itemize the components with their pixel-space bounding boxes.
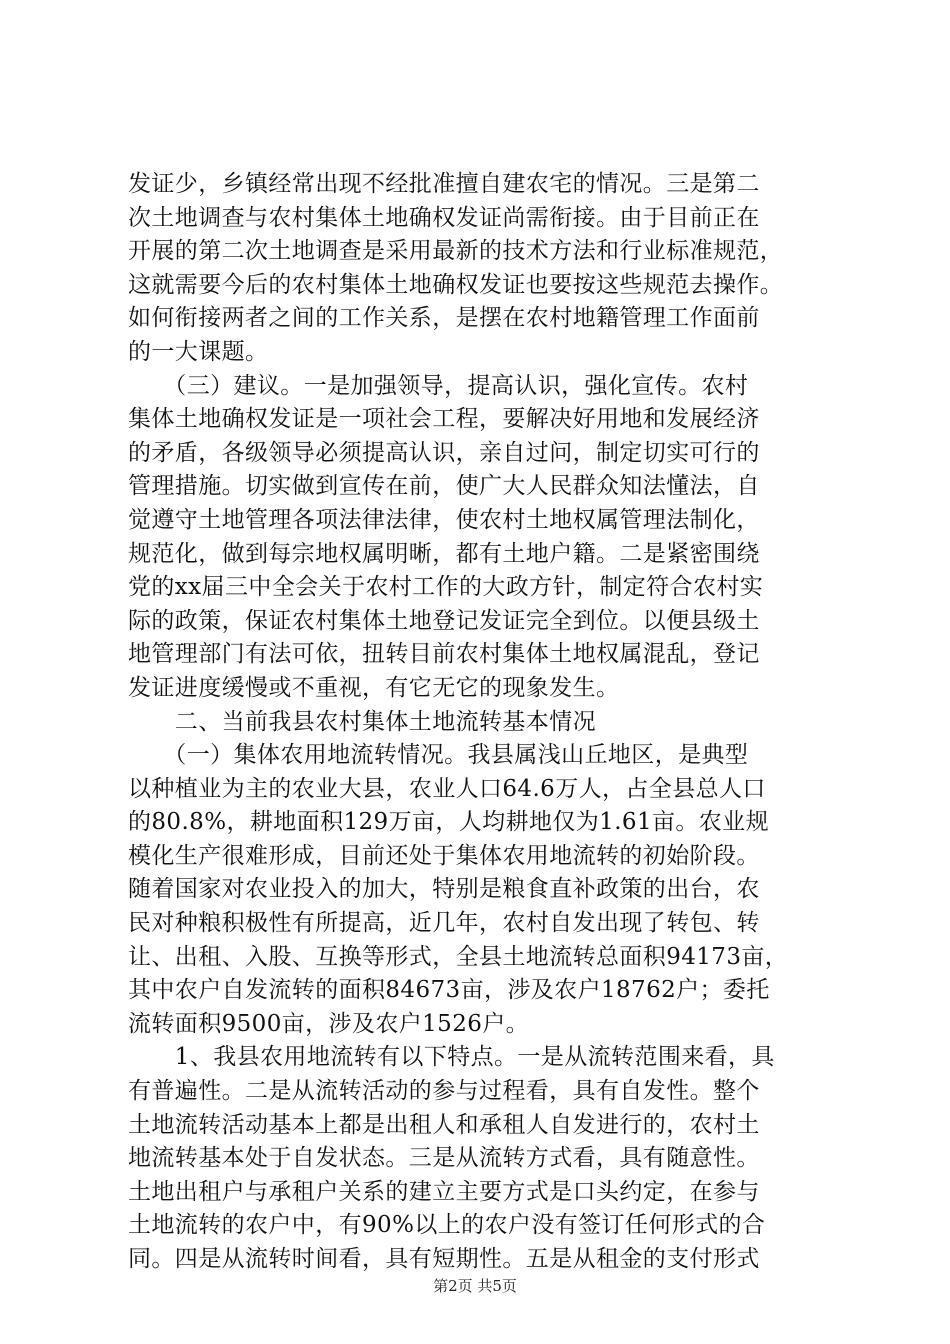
text-line: 规范化，做到每宗地权属明晰，都有土地户籍。二是紧密围绕 [128, 540, 760, 567]
text-line: 土地出租户与承租户关系的建立主要方式是口头约定，在参与 [128, 1178, 760, 1205]
text-line: 同。四是从流转时间看，具有短期性。五是从租金的支付形式 [128, 1246, 760, 1272]
text-line: 次土地调查与农村集体土地确权发证尚需衔接。由于目前正在 [128, 204, 760, 231]
text-line: 发证进度缓慢或不重视，有它无它的现象发生。 [128, 674, 620, 701]
text-line: 集体土地确权发证是一项社会工程，要解决好用地和发展经济 [128, 406, 760, 433]
text-line: 发证少，乡镇经常出现不经批准擅自建农宅的情况。三是第二 [128, 171, 760, 197]
text-line: 的矛盾，各级领导必须提高认识，亲自过问，制定切实可行的 [128, 439, 760, 466]
text-line: 这就需要今后的农村集体土地确权发证也要按这些规范去操作。 [128, 271, 784, 298]
text-line: （一）集体农用地流转情况。我县属浅山丘地区，是典型 [128, 742, 749, 769]
text-line: 土地流转的农户中，有90%以上的农户没有签订任何形式的合 [128, 1212, 766, 1239]
page-footer: 第2页 共5页 [433, 1277, 517, 1295]
text-line: 党的xx届三中全会关于农村工作的大政方针，制定符合农村实 [128, 574, 764, 601]
text-line: 地管理部门有法可依，扭转目前农村集体土地权属混乱，登记 [128, 641, 760, 668]
text-line: 的80.8%，耕地面积129万亩，人均耕地仅为1.61亩。农业规 [128, 809, 769, 836]
text-line: 管理措施。切实做到宣传在前，使广大人民群众知法懂法，自 [128, 473, 760, 500]
text-line: 地流转基本处于自发状态。三是从流转方式看，具有随意性。 [128, 1145, 760, 1172]
text-line: 流转面积9500亩，涉及农户1526户。 [128, 1010, 530, 1037]
text-line: 其中农户自发流转的面积84673亩，涉及农户18762户；委托 [128, 977, 770, 1004]
text-line: （三）建议。一是加强领导，提高认识，强化宣传。农村 [128, 372, 749, 399]
text-line: 的一大课题。 [128, 338, 269, 365]
text-line: 际的政策，保证农村集体土地登记发证完全到位。以便县级土 [128, 607, 760, 634]
text-line: 有普遍性。二是从流转活动的参与过程看，具有自发性。整个 [128, 1078, 760, 1105]
text-line: 以种植业为主的农业大县，农业人口64.6万人，占全县总人口 [128, 775, 766, 802]
text-line: 民对种粮积极性有所提高，近几年，农村自发出现了转包、转 [128, 910, 760, 937]
text-line: 随着国家对农业投入的加大，特别是粮食直补政策的出台，农 [128, 876, 760, 903]
text-line: 让、出租、入股、互换等形式，全县土地流转总面积94173亩， [128, 943, 789, 970]
text-line: 如何衔接两者之间的工作关系，是摆在农村地籍管理工作面前 [128, 305, 760, 332]
document-body [128, 168, 828, 1277]
text-line: 模化生产很难形成，目前还处于集体农用地流转的初始阶段。 [128, 842, 760, 869]
text-line: 土地流转活动基本上都是出租人和承租人自发进行的，农村土 [128, 1111, 760, 1138]
text-line: 开展的第二次土地调查是采用最新的技术方法和行业标准规范， [128, 238, 784, 265]
text-line: 1、我县农用地流转有以下特点。一是从流转范围来看，具 [128, 1044, 775, 1071]
text-line: 觉遵守土地管理各项法律法律，使农村土地权属管理法制化， [128, 506, 760, 533]
text-line: 二、当前我县农村集体土地流转基本情况 [128, 708, 596, 735]
